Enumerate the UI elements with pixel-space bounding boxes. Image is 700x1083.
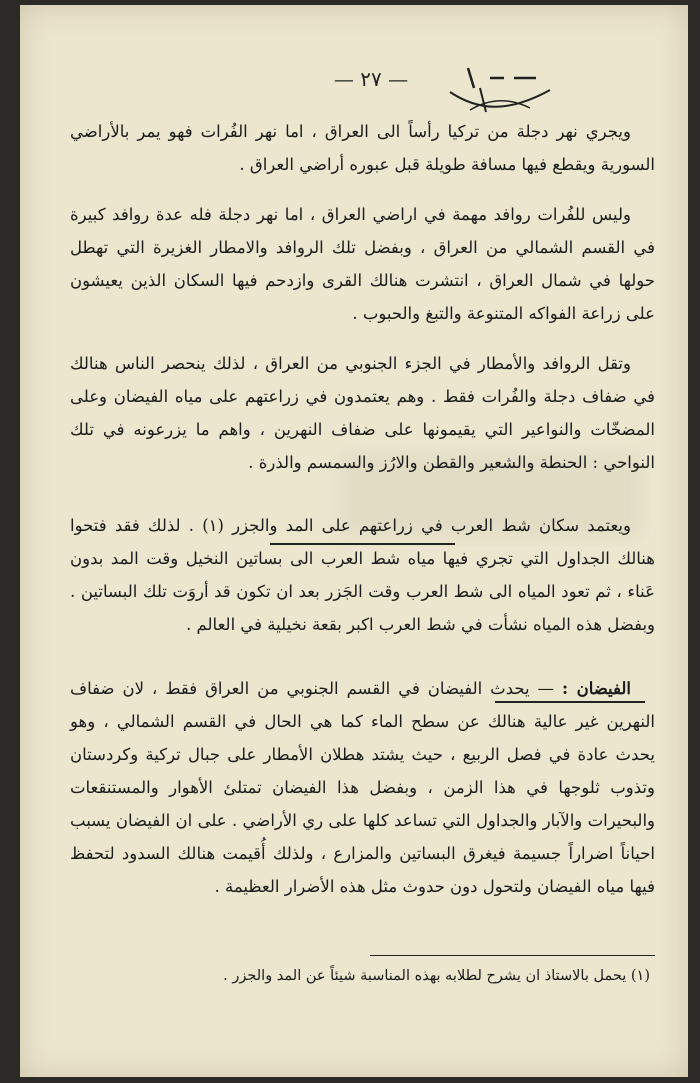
flood-paragraph bbox=[70, 672, 655, 903]
book-page bbox=[20, 5, 688, 1077]
page-number: — ٢٧ — bbox=[333, 67, 409, 91]
paragraph: ويعتمد سكان شط العرب في زراعتهم على المد والجزر (١) . لذلك فقد فتحوا هنالك الجداول التي تجري فيها مياه شط العرب الى بساتين النخيل وقت المد بدون عَناء ، ثم تعود المياه الى شط العرب وقت الجَزر بعد ان تكون قد أروَت تلك البساتين . وبفضل هذه المياه نشأت في شط العرب اكبر بقعة نخيلية في العالم . bbox=[70, 516, 655, 634]
flood-label: الفيضان : bbox=[562, 679, 631, 698]
underline bbox=[495, 701, 645, 703]
underline bbox=[270, 543, 455, 545]
handwritten-annotation bbox=[440, 60, 560, 120]
footnote-divider bbox=[370, 955, 655, 956]
footnote: (١) يحمل بالاستاذ ان يشرح لطلابه بهذه المناسبة شيئاً عن المد والجزر . bbox=[223, 968, 650, 984]
paragraph: ويجري نهر دجلة من تركيا رأساً الى العراق ، اما نهر الفُرات فهو يمر بالأراضي السورية ويقطع فيها مسافة طويلة قبل عبوره أراضي العراق . bbox=[70, 122, 655, 174]
flood-text: — يحدث الفيضان في القسم الجنوبي من العراق فقط ، لان ضفاف النهرين غير عالية هنالك عن سطح الماء كما هي الحال في القسم الشمالي ، وهو يحدث عادة في فصل الربيع ، حيث يشتد هطلان الأمطار على جبال تركية وكردستان وتذوب ثلوجها في هذا الزمن ، وبفضل هذا الفيضان تمتلئ الأهوار والمستنقعات والبحيرات والآبار والجداول التي تساعد كلها على ري الأراضي . على ان الفيضان يسبب احياناً اضراراً جسيمة فيغرق البساتين والمزارع ، ولذلك أُقيمت هنالك السدود لتحفظ فيها مياه الفيضان ولتحول دون حدوث مثل هذه الأضرار العظيمة . bbox=[70, 679, 655, 896]
paragraph: وتقل الروافد والأمطار في الجزء الجنوبي من العراق ، لذلك ينحصر الناس هنالك في ضفاف دجلة والفُرات فقط . وهم يعتمدون في زراعتهم على مياه الفيضان وعلى المضخّات والنواعير التي يقيمونها على ضفاف النهرين ، واهم ما يزرعونه في تلك النواحي : الحنطة والشعير والقطن والارُز والسمسم والذرة . bbox=[70, 354, 655, 472]
paragraph: وليس للفُرات روافد مهمة في اراضي العراق ، اما نهر دجلة فله عدة روافد كبيرة في القسم الشمالي من العراق ، وبفضل تلك الروافد والامطار الغزيرة التي تهطل حولها في شمال العراق ، انتشرت هنالك القرى وازدحم فيها السكان الذين يعيشون على زراعة الفواكه المتنوعة والتبغ والحبوب . bbox=[70, 205, 655, 323]
